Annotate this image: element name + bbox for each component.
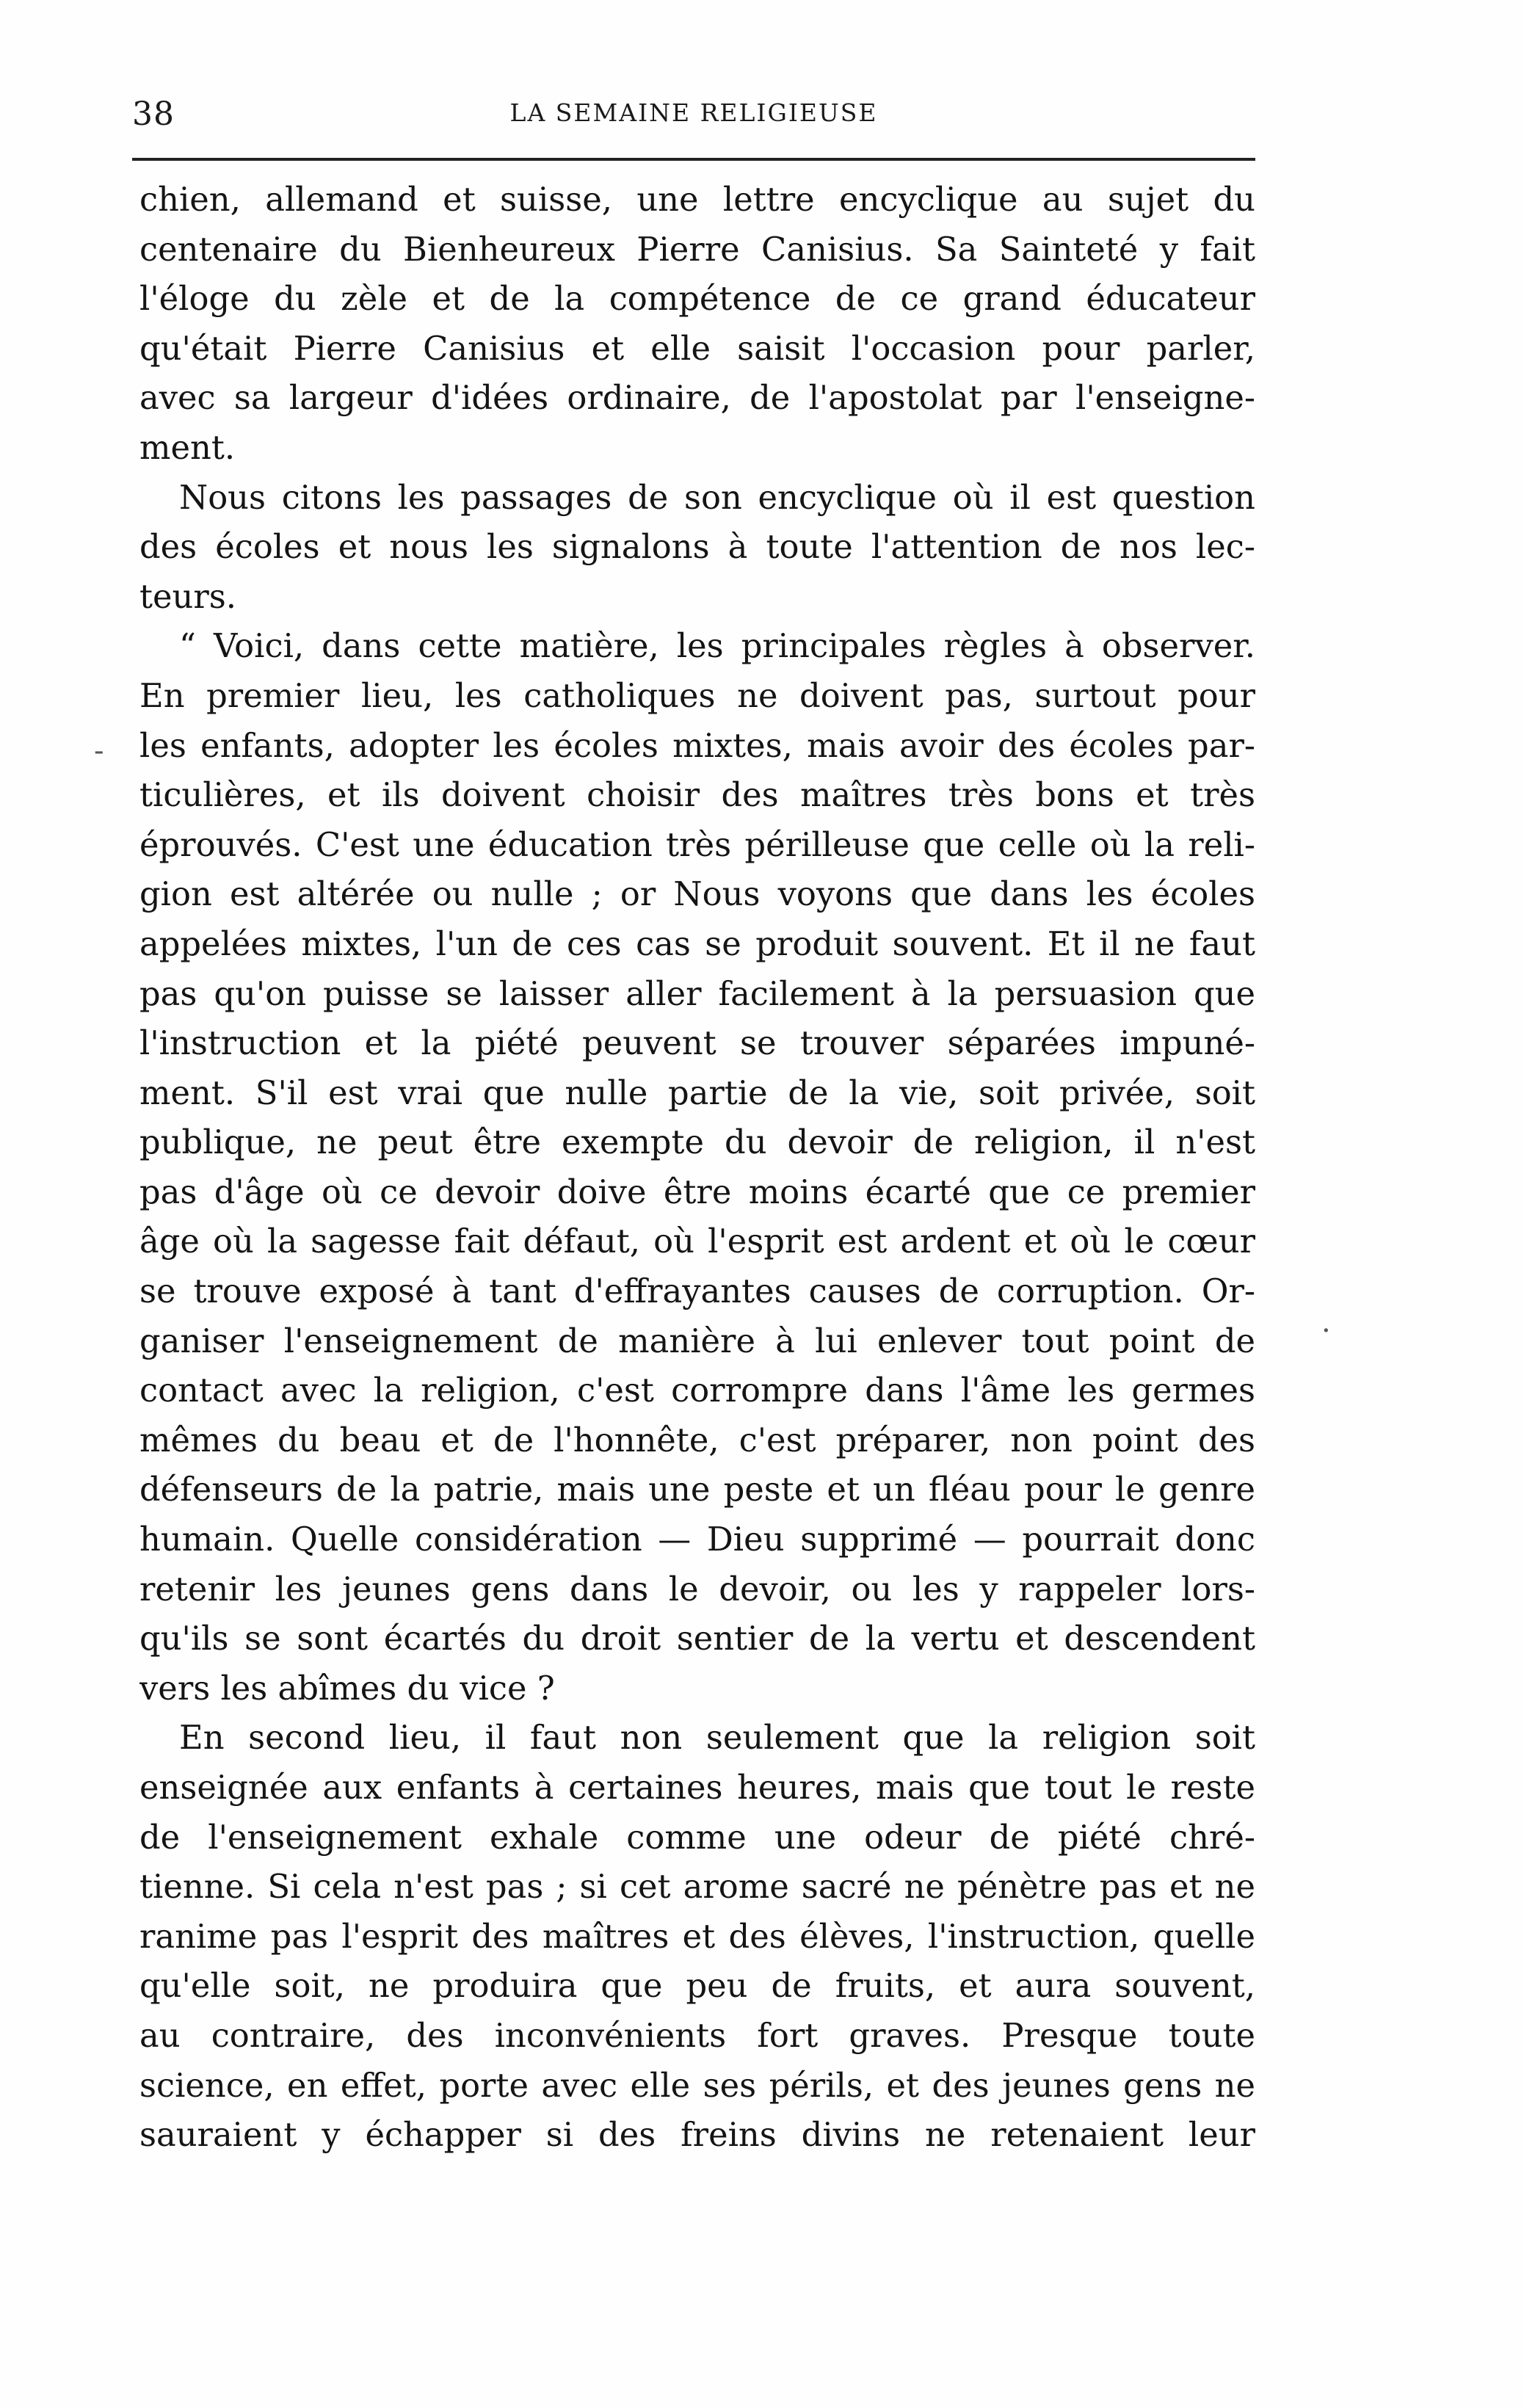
text-line: Nous citons les passages de son encyclique où il est question — [179, 477, 1255, 517]
margin-dot-mark: - — [94, 734, 104, 768]
text-line: retenir les jeunes gens dans le devoir, ou les y rappeler lors- — [139, 1569, 1255, 1609]
text-line: des écoles et nous les signalons à toute l'attention de nos lec- — [139, 527, 1255, 567]
text-line: éprouvés. C'est une éducation très périlleuse que celle où la reli- — [139, 824, 1255, 864]
text-line: science, en effet, porte avec elle ses périls, et des jeunes gens ne — [139, 2065, 1255, 2105]
text-line: ranime pas l'esprit des maîtres et des élèves, l'instruction, quelle — [139, 1916, 1255, 1956]
text-line: ment. S'il est vrai que nulle partie de la vie, soit privée, soit — [139, 1073, 1255, 1112]
text-line: centenaire du Bienheureux Pierre Canisius. Sa Sainteté y fait — [139, 229, 1255, 269]
text-line: se trouve exposé à tant d'effrayantes causes de corruption. Or- — [139, 1272, 1255, 1311]
text-line: pas d'âge où ce devoir doive être moins écarté que ce premier — [139, 1172, 1255, 1211]
page-number: 38 — [132, 95, 175, 133]
text-line: teurs. — [139, 576, 237, 616]
text-line: En second lieu, il faut non seulement que la religion soit — [179, 1718, 1255, 1758]
text-line: qu'elle soit, ne produira que peu de fruits, et aura souvent, — [139, 1966, 1255, 2006]
text-line: chien, allemand et suisse, une lettre encyclique au sujet du — [139, 180, 1255, 219]
text-line: enseignée aux enfants à certaines heures, mais que tout le reste — [139, 1768, 1255, 1807]
text-line: l'éloge du zèle et de la compétence de ce grand éducateur — [139, 279, 1255, 319]
text-line: de l'enseignement exhale comme une odeur de piété chré- — [139, 1817, 1255, 1857]
text-line: sauraient y échapper si des freins divins ne retenaient leur — [139, 2115, 1255, 2155]
text-line: mêmes du beau et de l'honnête, c'est préparer, non point des — [139, 1420, 1255, 1459]
text-line: âge où la sagesse fait défaut, où l'esprit est ardent et où le cœur — [139, 1222, 1255, 1261]
text-line: pas qu'on puisse se laisser aller facilement à la persuasion que — [139, 973, 1255, 1013]
running-title: LA SEMAINE RELIGIEUSE — [509, 98, 878, 127]
text-line: publique, ne peut être exempte du devoir de religion, il n'est — [139, 1123, 1255, 1162]
text-line: ment. — [139, 427, 236, 467]
text-line: l'instruction et la piété peuvent se trouver séparées impuné- — [139, 1023, 1255, 1063]
text-line: “ Voici, dans cette matière, les principales règles à observer. — [179, 626, 1255, 666]
text-line: gion est altérée ou nulle ; or Nous voyons que dans les écoles — [139, 874, 1255, 914]
text-line: vers les abîmes du vice ? — [139, 1668, 555, 1708]
text-line: contact avec la religion, c'est corrompre dans l'âme les germes — [139, 1371, 1255, 1410]
text-line: tienne. Si cela n'est pas ; si cet arome sacré ne pénètre pas et ne — [139, 1867, 1255, 1907]
text-line: humain. Quelle considération — Dieu supprimé — pourrait donc — [139, 1520, 1255, 1559]
margin-dot-mark: · — [1321, 1314, 1331, 1348]
text-line: qu'ils se sont écartés du droit sentier de la vertu et descendent — [139, 1619, 1255, 1658]
text-line: qu'était Pierre Canisius et elle saisit l'occasion pour parler, — [139, 328, 1255, 368]
text-line: ticulières, et ils doivent choisir des maîtres très bons et très — [139, 775, 1255, 815]
text-line: les enfants, adopter les écoles mixtes, mais avoir des écoles par- — [139, 725, 1255, 765]
text-line: défenseurs de la patrie, mais une peste et un fléau pour le genre — [139, 1470, 1255, 1509]
text-line: ganiser l'enseignement de manière à lui enlever tout point de — [139, 1321, 1255, 1360]
text-line: avec sa largeur d'idées ordinaire, de l'apostolat par l'enseigne- — [139, 378, 1255, 418]
page-header — [132, 88, 1255, 147]
text-line: au contraire, des inconvénients fort graves. Presque toute — [139, 2015, 1255, 2055]
text-line: appelées mixtes, l'un de ces cas se produit souvent. Et il ne faut — [139, 924, 1255, 963]
body-text — [139, 175, 1255, 2160]
text-line: En premier lieu, les catholiques ne doivent pas, surtout pour — [139, 675, 1255, 715]
header-rule — [132, 158, 1255, 161]
